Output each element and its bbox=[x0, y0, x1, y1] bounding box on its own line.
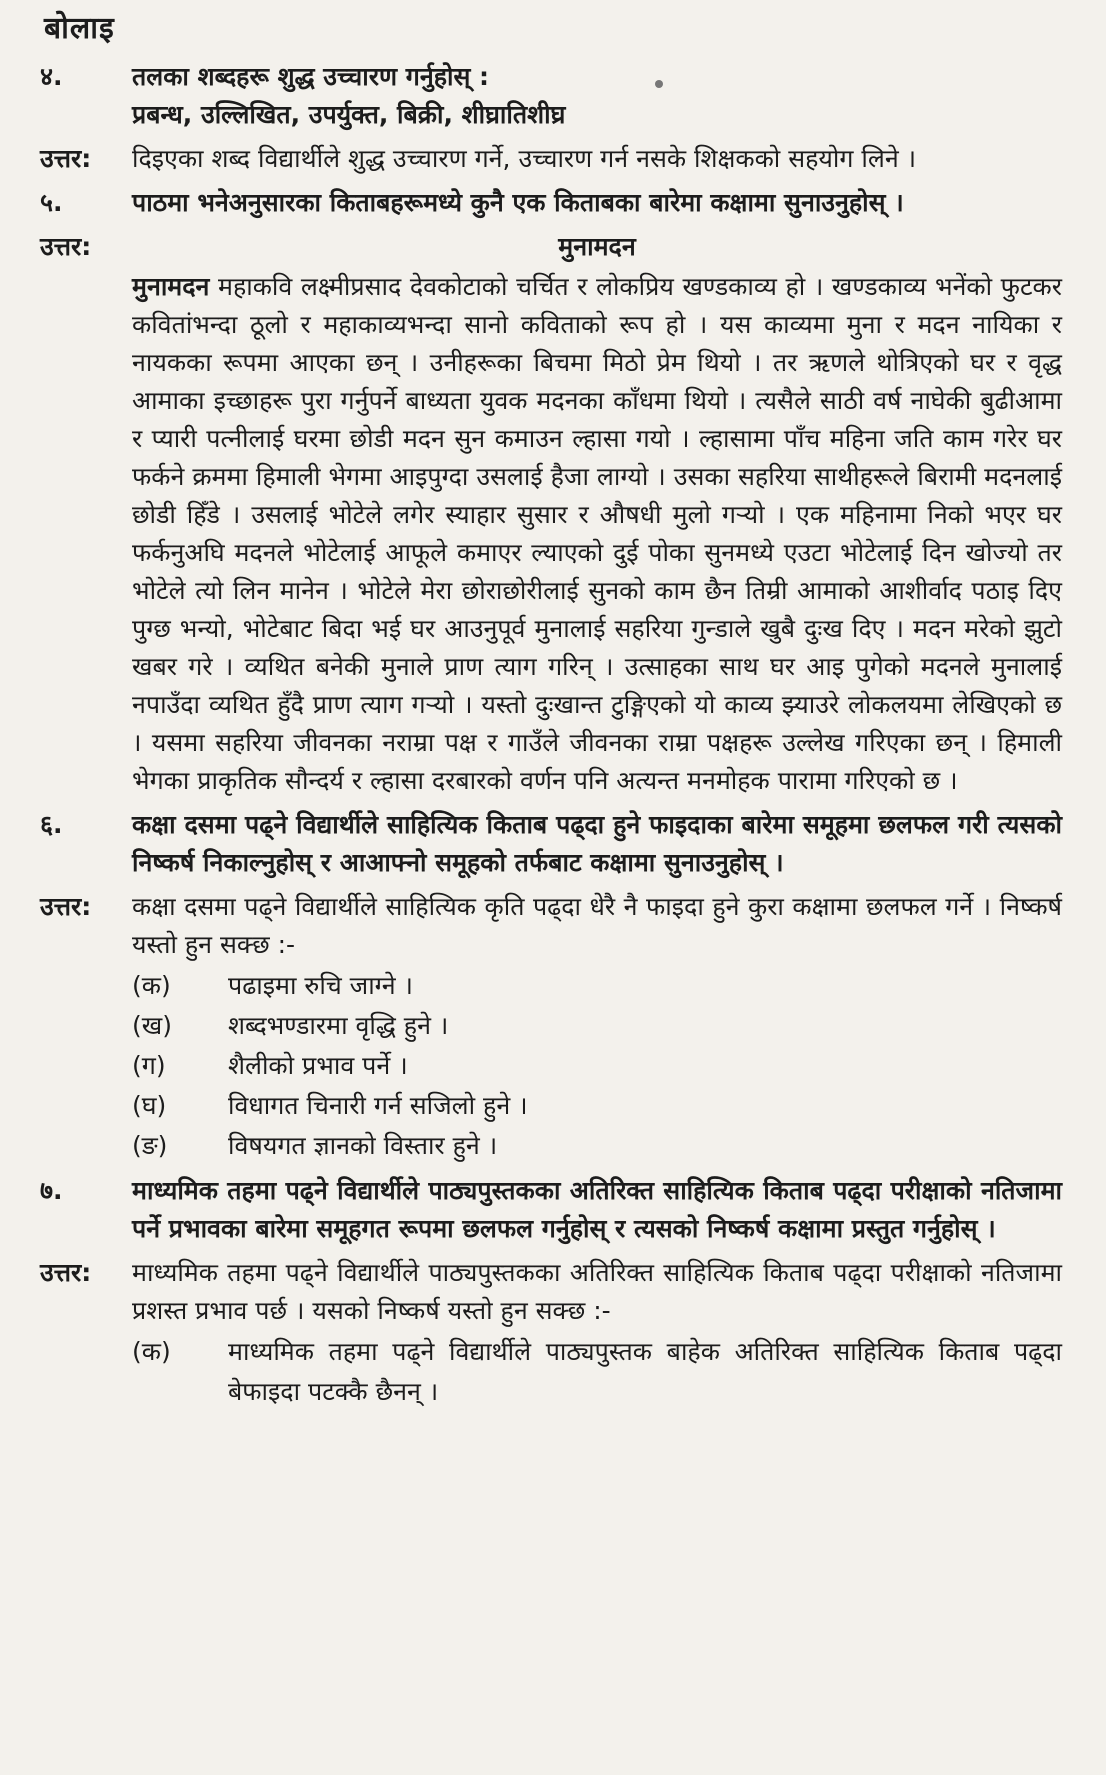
question-6 bbox=[40, 806, 1062, 882]
answer-label: उत्तर: bbox=[40, 232, 92, 261]
list-marker: (ख) bbox=[132, 1011, 172, 1040]
answer-text: कक्षा दसमा पढ्ने विद्यार्थीले साहित्यिक कृति पढ्दा धेरै नै फाइदा हुने कुरा कक्षामा छलफल गर्ने । निष्कर्ष यस्तो हुन सक्छ :- bbox=[132, 892, 1062, 959]
list-item bbox=[132, 1086, 1062, 1126]
answer-label: उत्तर: bbox=[40, 892, 92, 921]
list-text: शब्दभण्डारमा वृद्धि हुने । bbox=[228, 1011, 449, 1040]
list-marker: (ङ) bbox=[132, 1131, 168, 1160]
question-number: ७. bbox=[40, 1176, 63, 1205]
list-marker: (क) bbox=[132, 1337, 171, 1366]
question-number: ४. bbox=[40, 62, 63, 91]
question-7 bbox=[40, 1172, 1062, 1248]
question-text: तलका शब्दहरू शुद्ध उच्चारण गर्नुहोस् : bbox=[132, 62, 490, 91]
answer-4 bbox=[40, 140, 1062, 178]
word-list: प्रबन्ध, उल्लिखित, उपर्युक्त, बिक्री, शीघ्रातिशीघ्र bbox=[132, 100, 566, 129]
question-5 bbox=[40, 184, 1062, 222]
list-text: शैलीको प्रभाव पर्ने । bbox=[228, 1051, 408, 1080]
question-text: माध्यमिक तहमा पढ्ने विद्यार्थीले पाठ्यपुस्तकका अतिरिक्त साहित्यिक किताब पढ्दा परीक्षाको नतिजामा पर्ने प्रभावका बारेमा समूहगत रूपमा छलफल गर्नुहोस् र त्यसको निष्कर्ष कक्षामा प्रस्तुत गर्नुहोस् । bbox=[132, 1176, 1062, 1243]
answer-text: महाकवि लक्ष्मीप्रसाद देवकोटाको चर्चित र लोकप्रिय खण्डकाव्य हो । खण्डकाव्य भनेंको फुटकर कवितांभन्दा ठूलो र महाकाव्यभन्दा सानो कविताको रूप हो । यस काव्यमा मुना र मदन नायिका र नायकका रूपमा आएका छन् । उनीहरूका बिचमा मिठो प्रेम थियो । तर ऋणले थोत्रिएको घर र वृद्ध आमाका इच्छाहरू पुरा गर्नुपर्ने बाध्यता युवक मदनका काँधमा थियो । त्यसैले साठी वर्ष नाघेकी बुढीआमा र प्यारी पत्नीलाई घरमा छोडी मदन सुन कमाउन ल्हासा गयो । ल्हासामा पाँच महिना जति काम गरेर घर फर्कने क्रममा हिमाली भेगमा आइपुग्दा उसलाई हैजा लाग्यो । उसका सहरिया साथीहरूले बिरामी मदनलाई छोडी हिँडे । उसलाई भोटेले लगेर स्याहार सुसार र औषधी मुलो गऱ्यो । एक महिनामा निको भएर घर फर्कनुअघि मदनले भोटेलाई आफूले कमाएर ल्याएको दुई पोका सुनमध्ये एउटा भोटेलाई दिन खोज्यो तर भोटेले त्यो लिन मानेन । भोटेले मेरा छोराछोरीलाई सुनको काम छैन तिम्री आमाको आशीर्वाद पठाइ दिए पुग्छ भन्यो, भोटेबाट बिदा भई घर आउनुपूर्व मुनालाई सहरिया गुन्डाले खुबै दुःख दिए । मदन मरेको झुटो खबर गरे । व्यथित बनेकी मुनाले प्राण त्याग गरिन् । उत्साहका साथ घर आइ पुगेको मदनले मुनालाई नपाउँदा व्यथित हुँदै प्राण त्याग गऱ्यो । यस्तो दुःखान्त टुङ्गिएको यो काव्य झ्याउरे लोकलयमा लेखिएको छ । यसमा सहरिया जीवनका नराम्रा पक्ष र गाउँले जीवनका राम्रा पक्षहरू उल्लेख गरिएका छन् । हिमाली भेगका प्राकृतिक सौन्दर्य र ल्हासा दरबारको वर्णन पनि अत्यन्त मनमोहक पारामा गरिएको छ । bbox=[132, 272, 1062, 795]
answer-6 bbox=[40, 888, 1062, 1166]
answer-text: दिइएका शब्द विद्यार्थीले शुद्ध उच्चारण गर्ने, उच्चारण गर्न नसके शिक्षकको सहयोग लिने । bbox=[132, 144, 917, 173]
answer-label: उत्तर: bbox=[40, 144, 92, 173]
answer-list bbox=[132, 1332, 1062, 1412]
answer-title: मुनामदन bbox=[558, 232, 636, 261]
list-item bbox=[132, 1332, 1062, 1412]
answer-text: माध्यमिक तहमा पढ्ने विद्यार्थीले पाठ्यपुस्तकका अतिरिक्त साहित्यिक किताब पढ्दा परीक्षाको नतिजामा प्रशस्त प्रभाव पर्छ । यसको निष्कर्ष यस्तो हुन सक्छ :- bbox=[132, 1258, 1062, 1325]
list-item bbox=[132, 1006, 1062, 1046]
answer-5 bbox=[40, 228, 1062, 800]
list-item bbox=[132, 1126, 1062, 1166]
list-text: विधागत चिनारी गर्न सजिलो हुने । bbox=[228, 1091, 528, 1120]
list-text: पढाइमा रुचि जाग्ने । bbox=[228, 971, 413, 1000]
answer-list bbox=[132, 966, 1062, 1166]
content bbox=[40, 58, 1062, 1418]
list-marker: (क) bbox=[132, 971, 171, 1000]
answer-paragraph bbox=[132, 268, 1062, 800]
list-marker: (ग) bbox=[132, 1051, 166, 1080]
question-4 bbox=[40, 58, 1062, 134]
answer-label: उत्तर: bbox=[40, 1258, 92, 1287]
question-number: ५. bbox=[40, 188, 63, 217]
question-number: ६. bbox=[40, 810, 63, 839]
section-title: बोलाइ bbox=[44, 11, 115, 46]
question-text: कक्षा दसमा पढ्ने विद्यार्थीले साहित्यिक किताब पढ्दा हुने फाइदाका बारेमा समूहमा छलफल गरी त्यसको निष्कर्ष निकाल्नुहोस् र आआफ्नो समूहको तर्फबाट कक्षामा सुनाउनुहोस् । bbox=[132, 810, 1062, 877]
answer-7 bbox=[40, 1254, 1062, 1412]
answer-lead: मुनामदन bbox=[132, 272, 210, 301]
list-text: विषयगत ज्ञानको विस्तार हुने । bbox=[228, 1131, 498, 1160]
question-text: पाठमा भनेअनुसारका किताबहरूमध्ये कुनै एक किताबका बारेमा कक्षामा सुनाउनुहोस् । bbox=[132, 188, 904, 217]
list-text: माध्यमिक तहमा पढ्ने विद्यार्थीले पाठ्यपुस्तक बाहेक अतिरिक्त साहित्यिक किताब पढ्दा बेफाइदा पटक्कै छैनन् । bbox=[228, 1337, 1062, 1406]
list-marker: (घ) bbox=[132, 1091, 167, 1120]
list-item bbox=[132, 966, 1062, 1006]
list-item bbox=[132, 1046, 1062, 1086]
